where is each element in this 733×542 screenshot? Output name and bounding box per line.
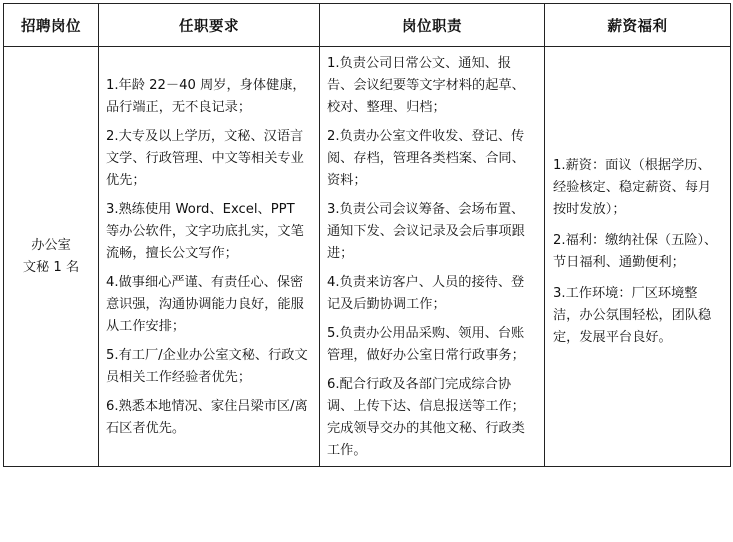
salary-cell [545, 47, 731, 467]
table-row [4, 47, 731, 467]
requirement-item: 4.做事细心严谨、有责任心、保密意识强，沟通协调能力良好，能服从工作安排； [106, 275, 304, 334]
salary-item: 3.工作环境：厂区环境整洁，办公氛围轻松，团队稳定，发展平台良好。 [553, 286, 712, 345]
position-cell [4, 47, 99, 467]
duty-item: 3.负责公司会议筹备、会场布置、通知下发、会议记录及会后事项跟进； [327, 202, 525, 261]
salary-item: 1.薪资：面议（根据学历、经验核定、稳定薪资、每月按时发放）； [553, 158, 712, 217]
requirement-item: 3.熟练使用 Word、Excel、PPT 等办公软件，文字功底扎实，文笔流畅，擅长公文写作； [106, 202, 304, 261]
requirements-cell [99, 47, 320, 467]
position-title: 办公室 [31, 237, 71, 253]
requirement-item: 5.有工厂/企业办公室文秘、行政文员相关工作经验者优先； [106, 348, 308, 385]
requirement-item: 1.年龄 22－40 周岁，身体健康，品行端正，无不良记录； [106, 78, 306, 115]
header-duties: 岗位职责 [320, 4, 545, 47]
job-posting-table [3, 3, 731, 467]
header-position: 招聘岗位 [4, 4, 99, 47]
header-row [4, 4, 731, 47]
requirement-item: 6.熟悉本地情况、家住吕梁市区/离石区者优先。 [106, 399, 308, 436]
duty-item: 2.负责办公室文件收发、登记、传阅、存档，管理各类档案、合同、资料； [327, 129, 525, 188]
header-requirements: 任职要求 [99, 4, 320, 47]
duty-item: 5.负责办公用品采购、领用、台账管理，做好办公室日常行政事务； [327, 326, 525, 363]
requirement-item: 2.大专及以上学历，文秘、汉语言文学、行政管理、中文等相关专业优先； [106, 129, 304, 188]
duty-item: 1.负责公司日常公文、通知、报告、会议纪要等文字材料的起草、校对、整理、归档； [327, 56, 525, 115]
position-count: 文秘 1 名 [22, 259, 80, 275]
duty-item: 6.配合行政及各部门完成综合协调、上传下达、信息报送等工作；完成领导交办的其他文秘、行政类工作。 [327, 377, 525, 458]
duty-item: 4.负责来访客户、人员的接待、登记及后勤协调工作； [327, 275, 525, 312]
salary-item: 2.福利：缴纳社保（五险）、节日福利、通勤便利； [553, 233, 718, 270]
duties-cell [320, 47, 545, 467]
header-salary: 薪资福利 [545, 4, 731, 47]
